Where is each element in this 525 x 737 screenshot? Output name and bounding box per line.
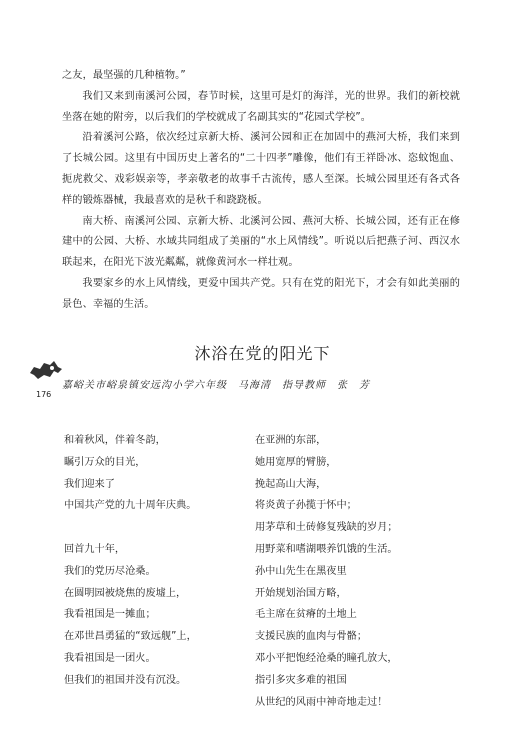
page-marker-icon xyxy=(28,359,64,381)
poem-line: 在亚洲的东部， xyxy=(255,435,327,446)
poem-line: 在圆明园被烧焦的废墟上， xyxy=(64,587,187,599)
poem-line: 支援民族的血肉与骨骼； xyxy=(255,631,368,643)
essay-text xyxy=(62,66,460,316)
poem-line: 我们的党历尽沧桑。 xyxy=(64,565,156,577)
poem-line: 孙中山先生在黑夜里 xyxy=(255,565,347,577)
poem-line: 但我们的祖国并没有沉没。 xyxy=(64,674,187,686)
poem-right-column xyxy=(255,430,475,713)
poem-line: 她用宽厚的臂膀， xyxy=(255,456,337,468)
poem-title: 沐浴在党的阳光下 xyxy=(194,344,331,363)
poem-line: 邓小平把饱经沧桑的瞳孔放大， xyxy=(255,652,398,664)
poem-line: 我看祖国是一团火。 xyxy=(64,652,156,664)
poem-line: 和着秋风，伴着冬韵， xyxy=(64,435,166,446)
poem-left-column xyxy=(64,430,244,692)
page-number: 176 xyxy=(36,390,52,399)
poem-line: 开始规划治国方略， xyxy=(255,587,347,599)
essay-paragraph: 我们又来到南溪河公园，春节时候，这里可是灯的海洋，光的世界。我们的新校就坐落在她的附旁，以后我们的学校就成了名副其实的“花园式学校”。 xyxy=(62,90,460,123)
poem-line: 在邓世昌勇猛的“致远舰”上， xyxy=(64,631,197,643)
essay-paragraph: 沿着溪河公路，依次经过京新大桥、溪河公园和正在加固中的燕河大桥，我们来到了长城公园。这里有中国历史上著名的“二十四孝”雕像，他们有王祥卧冰、恣蚊饱血、扼虎救父、戏彩娱亲等，孝亲敬老的故事千古流传，感人至深。长城公园里还有各式各样的锻炼器械，我最喜欢的是秋千和跷跷板。 xyxy=(62,132,460,206)
essay-paragraph: 南大桥、南溪河公园、京新大桥、北溪河公园、燕河大桥、长城公园，还有正在修建中的公园、大桥、水域共同组成了美丽的“水上风情线”。听说以后把燕子河、西汉水联起来，在阳光下波光粼粼，就像黄河水一样壮观。 xyxy=(62,215,460,269)
author-byline: 嘉峪关市峪泉镇安远沟小学六年级 马海清 指导教师 张 芳 xyxy=(62,380,370,391)
poem-line: 指引多灾多难的祖国 xyxy=(255,674,347,686)
poem-line: 用野菜和嗜湖喂养饥饿的生活。 xyxy=(255,543,398,555)
poem-line: 我们迎来了 xyxy=(64,478,115,490)
poem-line: 毛主席在贫瘠的土地上 xyxy=(255,609,357,621)
poem-line: 将炎黄子孙揽于怀中； xyxy=(255,500,357,512)
essay-paragraph: 之友，最坚强的几种植物。” xyxy=(62,70,186,81)
poem-line: 从世纪的风雨中神奇地走过！ xyxy=(255,696,388,708)
poem-line: 我看祖国是一摊血； xyxy=(64,609,156,621)
essay-paragraph: 我要家乡的水上风情线，更爱中国共产党。只有在党的阳光下，才会有如此美丽的景色、幸福的生活。 xyxy=(62,277,460,310)
stanza-break xyxy=(64,517,244,539)
poem-line: 回首九十年， xyxy=(64,543,126,555)
poem-line: 瞩引万众的目光， xyxy=(64,456,146,468)
poem-line: 中国共产党的九十周年庆典。 xyxy=(64,500,197,512)
poem-line: 挽起高山大海， xyxy=(255,478,327,490)
poem-line: 用茅草和土砖修复残缺的岁月； xyxy=(255,522,398,534)
